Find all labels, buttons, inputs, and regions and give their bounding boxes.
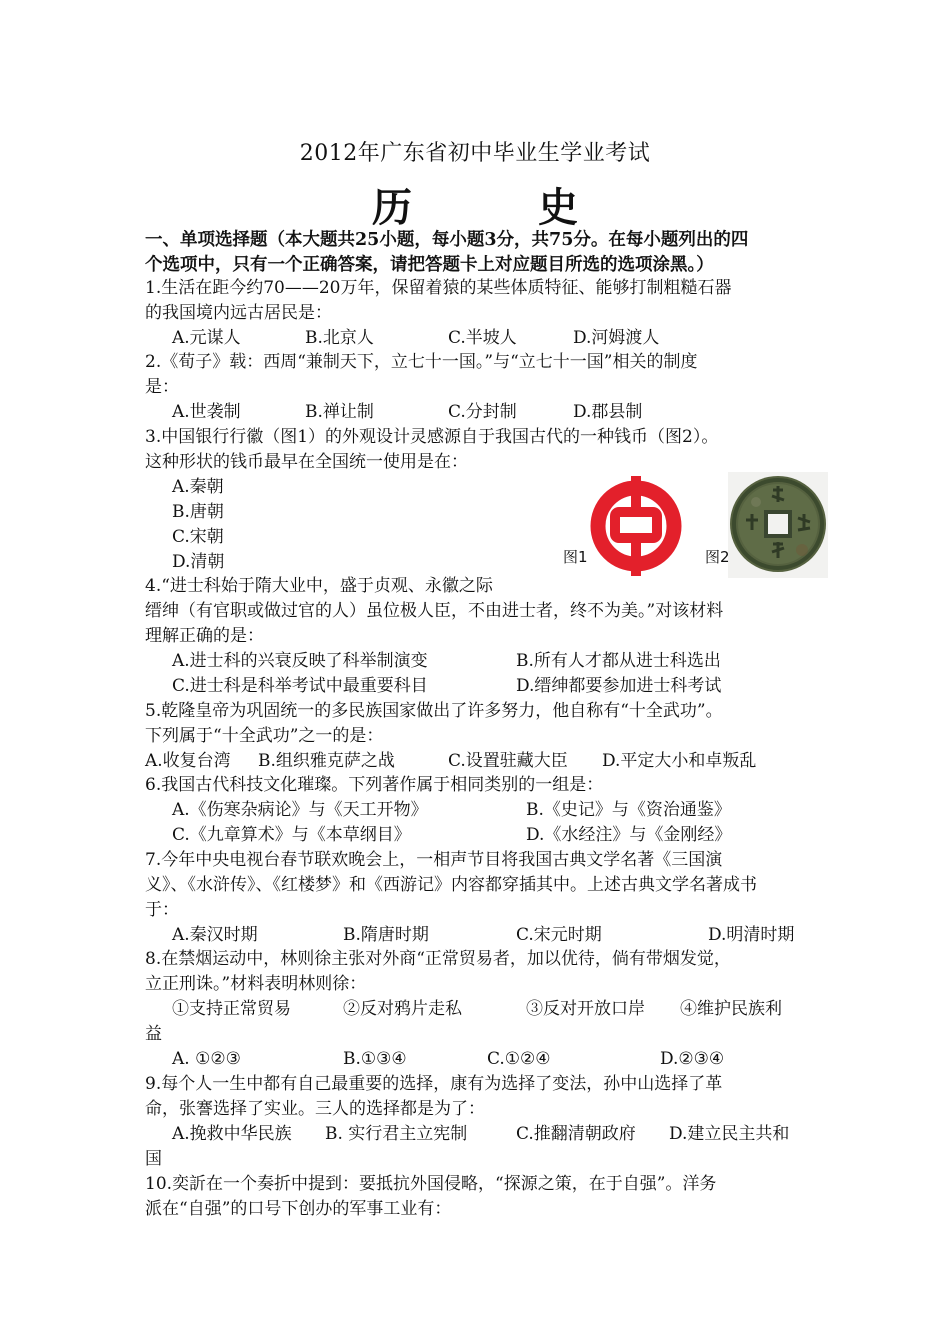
q5-option-d: D.平定大小和卓叛乱 (602, 751, 757, 771)
q7-stem-cont2: 于： (145, 900, 179, 920)
q8-option-b: B.①③④ (343, 1049, 407, 1069)
q10-stem-cont: 派在“自强”的口号下创办的军事工业有： (145, 1199, 452, 1219)
q6-option-d: D.《水经注》与《金刚经》 (526, 825, 732, 845)
q2-stem-cont: 是： (145, 377, 179, 397)
q6-stem: 6.我国古代科技文化璀璨。下列著作属于相同类别的一组是： (145, 775, 604, 795)
q9-option-c: C.推翻清朝政府 (516, 1124, 636, 1144)
section-heading-line1: 一、单项选择题（本大题共25小题，每小题3分，共75分。在每小题列出的四 (145, 230, 749, 250)
exam-title: 2012年广东省初中毕业生学业考试 (299, 141, 651, 166)
q8-option-d: D.②③④ (660, 1049, 725, 1069)
q7-stem: 7.今年中央电视台春节联欢晚会上，一相声节目将我国古典文学名著《三国演 (145, 850, 723, 870)
q2-option-c: C.分封制 (448, 402, 517, 422)
q3-option-d: D.清朝 (172, 552, 225, 572)
q9-option-d: D.建立民主共和 (669, 1124, 790, 1144)
q7-option-b: B.隋唐时期 (343, 925, 429, 945)
q3-stem-cont: 这种形状的钱币最早在全国统一使用是在： (145, 452, 468, 472)
q9-stem: 9.每个人一生中都有自己最重要的选择，康有为选择了变法，孙中山选择了革 (145, 1074, 723, 1094)
section-heading-line2: 个选项中，只有一个正确答案，请把答题卡上对应题目所选的选项涂黑。） (145, 255, 714, 275)
q8-statement-3: ③反对开放口岸 (526, 999, 645, 1019)
q7-option-c: C.宋元时期 (516, 925, 602, 945)
q1-option-d: D.河姆渡人 (573, 328, 660, 348)
q3-option-a: A.秦朝 (172, 477, 224, 497)
q4-option-b: B.所有人才都从进士科选出 (516, 651, 721, 671)
q7-option-a: A.秦汉时期 (172, 925, 258, 945)
q2-option-a: A.世袭制 (172, 402, 241, 422)
q8-stem-cont: 立正刑诛。”材料表明林则徐： (145, 974, 367, 994)
q3-option-c: C.宋朝 (172, 527, 224, 547)
q2-stem: 2.《荀子》载：西周“兼制天下，立七十一国。”与“立七十一国”相关的制度 (145, 352, 698, 372)
bank-of-china-logo-icon (586, 476, 686, 576)
q9-stem-cont: 命，张謇选择了实业。三人的选择都是为了： (145, 1099, 485, 1119)
q5-stem: 5.乾隆皇帝为巩固统一的多民族国家做出了许多努力，他自称有“十全武功”。 (145, 701, 723, 721)
q5-option-b: B.组织雅克萨之战 (258, 751, 395, 771)
q8-statement-4-cont: 益 (145, 1024, 162, 1044)
q8-statement-4: ④维护民族利 (680, 999, 782, 1019)
q8-stem: 8.在禁烟运动中，林则徐主张对外商“正常贸易者，加以优待，倘有带烟发觉， (145, 949, 731, 969)
q9-option-d-cont: 国 (145, 1149, 162, 1169)
q3-stem: 3.中国银行行徽（图1）的外观设计灵感源自于我国古代的一种钱币（图2）。 (145, 427, 719, 447)
q1-option-c: C.半坡人 (448, 328, 517, 348)
q5-option-c: C.设置驻藏大臣 (448, 751, 568, 771)
q4-stem-cont2: 理解正确的是： (145, 626, 264, 646)
q4-option-c: C.进士科是科举考试中最重要科目 (172, 676, 428, 696)
q9-option-a: A.挽救中华民族 (172, 1124, 292, 1144)
q1-option-b: B.北京人 (305, 328, 374, 348)
q2-option-b: B.禅让制 (305, 402, 374, 422)
q1-option-a: A.元谋人 (172, 328, 241, 348)
q9-option-b: B. 实行君主立宪制 (325, 1124, 468, 1144)
subject-title: 历 史 (372, 184, 634, 231)
figure-1-label: 图1 (563, 548, 588, 566)
q4-stem: 4.“进士科始于隋大业中，盛于贞观、永徽之际 (145, 576, 493, 596)
q7-option-d: D.明清时期 (708, 925, 795, 945)
q4-option-a: A.进士科的兴衰反映了科举制演变 (172, 651, 428, 671)
q6-option-a: A.《伤寒杂病论》与《天工开物》 (172, 800, 428, 820)
q3-option-b: B.唐朝 (172, 502, 224, 522)
q6-option-c: C.《九章算术》与《本草纲目》 (172, 825, 411, 845)
q8-statement-1: ①支持正常贸易 (172, 999, 291, 1019)
figure-2-label: 图2 (705, 548, 730, 566)
q10-stem: 10.奕訢在一个奏折中提到：要抵抗外国侵略，“探源之策，在于自强”。洋务 (145, 1174, 717, 1194)
q7-stem-cont: 义》、《水浒传》、《红楼梦》和《西游记》内容都穿插其中。上述古典文学名著成书 (145, 875, 757, 895)
ancient-coin-icon (728, 472, 828, 578)
q8-option-c: C.①②④ (487, 1049, 551, 1069)
q5-stem-cont: 下列属于“十全武功”之一的是： (145, 726, 384, 746)
q5-option-a: A.收复台湾 (145, 751, 231, 771)
q4-stem-cont: 缙绅（有官职或做过官的人）虽位极人臣，不由进士者，终不为美。”对该材料 (145, 601, 724, 621)
q1-stem-cont: 的我国境内远古居民是： (145, 303, 332, 323)
q8-option-a: A. ①②③ (172, 1049, 241, 1069)
q2-option-d: D.郡县制 (573, 402, 643, 422)
q4-option-d: D.缙绅都要参加进士科考试 (516, 676, 722, 696)
q6-option-b: B.《史记》与《资治通鉴》 (526, 800, 731, 820)
q8-statement-2: ②反对鸦片走私 (343, 999, 462, 1019)
q1-stem: 1.生活在距今约70——20万年，保留着猿的某些体质特征、能够打制粗糙石器 (145, 278, 732, 298)
